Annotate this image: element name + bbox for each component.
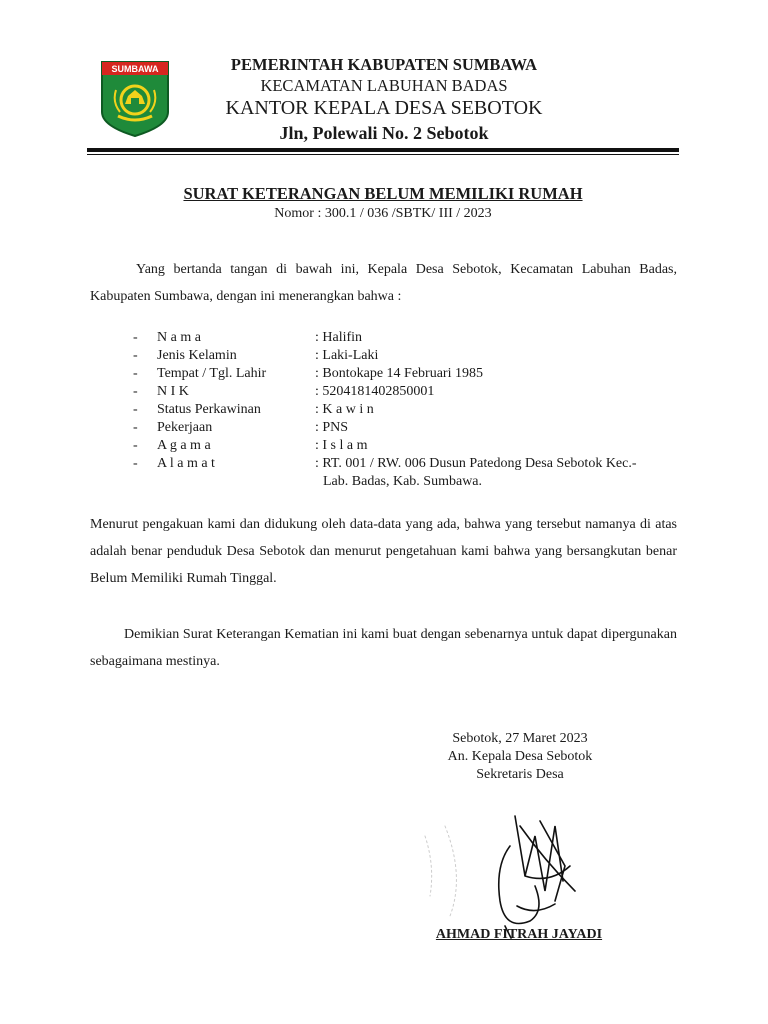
identity-label: Pekerjaan <box>157 420 213 435</box>
identity-row-marital: - Status Perkawinan : K a w i n <box>133 402 374 417</box>
district-name: KECAMATAN LABUHAN BADAS <box>260 76 508 95</box>
identity-row-gender: - Jenis Kelamin : Laki-Laki <box>133 348 379 363</box>
document-number: Nomor : 300.1 / 036 /SBTK/ III / 2023 <box>274 206 492 221</box>
signer-role: An. Kepala Desa Sebotok <box>447 749 593 764</box>
identity-label: Tempat / Tgl. Lahir <box>157 366 267 381</box>
identity-value: PNS <box>322 420 349 435</box>
identity-value: 5204181402850001 <box>322 384 435 399</box>
place-date: Sebotok, 27 Maret 2023 <box>452 731 588 746</box>
intro-paragraph: Yang bertanda tangan di bawah ini, Kepala Desa Sebotok, Kecamatan Labuhan Badas, Kabupaten Sumbawa, dengan ini menerangkan bahwa : <box>90 262 677 304</box>
identity-value: Halifin <box>322 330 363 345</box>
office-address: Jln, Polewali No. 2 Sebotok <box>279 123 489 143</box>
identity-value: Bontokape 14 Februari 1985 <box>322 366 483 381</box>
identity-list <box>133 329 678 491</box>
identity-row-religion: - A g a m a : I s l a m <box>133 438 368 453</box>
identity-row-occupation: - Pekerjaan : PNS <box>133 420 349 435</box>
statement-paragraph: Menurut pengakuan kami dan didukung oleh data-data yang ada, bahwa yang tersebut namanya di atas adalah benar penduduk Desa Sebotok dan menurut pengetahuan kami bahwa yang bersangkutan benar Belum Memiliki Rumah Tinggal. <box>90 517 677 586</box>
signer-position: Sekretaris Desa <box>476 767 564 782</box>
document-title: SURAT KETERANGAN BELUM MEMILIKI RUMAH <box>183 184 583 203</box>
identity-label: A l a m a t <box>157 456 215 471</box>
identity-value: K a w i n <box>322 402 374 417</box>
identity-label: N a m a <box>157 330 201 345</box>
identity-label: Status Perkawinan <box>157 402 261 417</box>
identity-label: A g a m a <box>157 438 211 453</box>
letterhead-rule <box>87 148 679 152</box>
identity-value: RT. 001 / RW. 006 Dusun Patedong Desa Sebotok Kec.- <box>322 456 637 471</box>
office-name: KANTOR KEPALA DESA SEBOTOK <box>225 97 543 119</box>
identity-value-address-cont: Lab. Badas, Kab. Sumbawa. <box>323 474 483 489</box>
signature-block <box>415 730 625 784</box>
letterhead <box>150 54 618 146</box>
identity-label: Jenis Kelamin <box>157 348 237 363</box>
identity-row-name: - N a m a : Halifin <box>133 330 363 345</box>
closing-paragraph: Demikian Surat Keterangan Kematian ini kami buat dengan sebenarnya untuk dapat dipergunakan sebagaimana mestinya. <box>90 627 677 669</box>
identity-row-birth: - Tempat / Tgl. Lahir : Bontokape 14 Februari 1985 <box>133 366 483 381</box>
identity-value: Laki-Laki <box>322 348 379 363</box>
identity-value: I s l a m <box>322 438 368 453</box>
identity-row-address: - A l a m a t : RT. 001 / RW. 006 Dusun Patedong Desa Sebotok Kec.- <box>133 456 637 471</box>
letterhead-rule-thin <box>87 154 679 155</box>
signer-name: AHMAD FITRAH JAYADI <box>435 927 603 942</box>
identity-row-nik: - N I K : 5204181402850001 <box>133 384 435 399</box>
identity-label: N I K <box>157 384 189 399</box>
logo-text: SUMBAWA <box>111 64 159 74</box>
government-name: PEMERINTAH KABUPATEN SUMBAWA <box>230 55 538 74</box>
handwritten-signature <box>405 806 595 946</box>
